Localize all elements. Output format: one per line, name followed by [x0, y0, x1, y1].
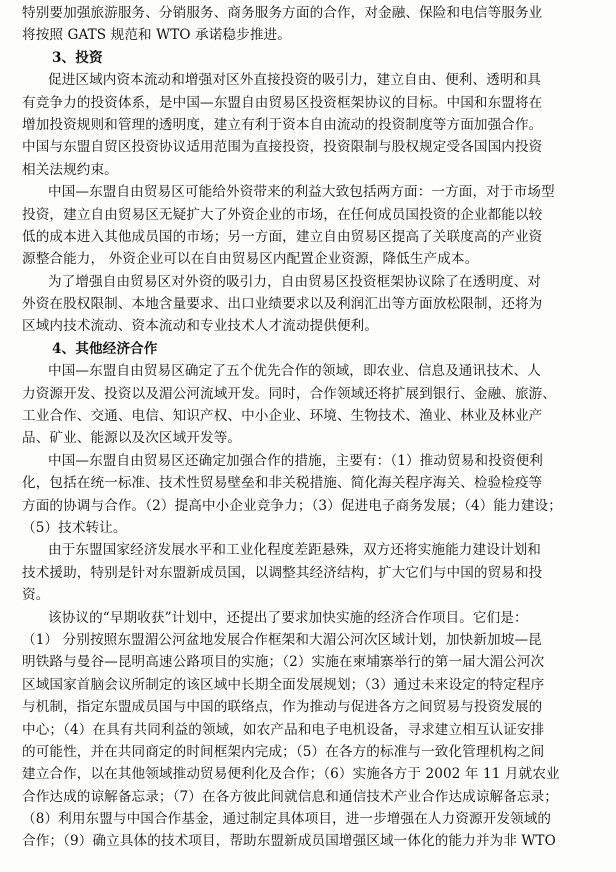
text-line: 相关法规约束。: [22, 161, 118, 178]
text-line: 中国—东盟自由贸易区还确定加强合作的措施，主要有：（1）推动贸易和投资便利: [48, 452, 543, 469]
text-line: 区域内技术流动、资本流动和专业技术人才流动提供便利。: [22, 318, 379, 335]
text-line: 有竞争力的投资体系，是中国—东盟自由贸易区投资框架协议的目标。中国和东盟将在: [22, 94, 543, 111]
text-line: 为了增强自由贸易区对外资的吸引力，自由贸易区投资框架协议除了在透明度、对: [48, 273, 541, 290]
text-line: 增加投资规则和管理的透明度，建立有利于资本自由流动的投资制度等方面加强合作。: [22, 116, 543, 133]
text-line: 外资在股权限制、本地含量要求、出口业绩要求以及利润汇出等方面放松限制，还将为: [22, 296, 543, 313]
text-line: （5）技术转让。: [22, 519, 127, 536]
text-line: 特别要加强旅游服务、分销服务、商务服务方面的合作，对金融、保险和电信等服务业: [22, 5, 543, 21]
text-line: 合作；（9）确立具体的技术项目，帮助东盟新成员国增强区域一体化的能力并为非 WTO: [22, 833, 556, 850]
text-line: 中国—东盟自由贸易区可能给外资带来的利益大致包括两方面：一方面，对于市场型: [48, 184, 555, 201]
text-line: 化，包括在统一标准、技术性贸易壁垒和非关税措施、简化海关程序海关、检验检疫等: [22, 475, 543, 492]
text-line: 合作达成的谅解备忘录；（7）在各方彼此间就信息和通信技术产业合作达成谅解备忘录；: [22, 788, 559, 805]
text-line: 低的成本进入其他成员国的市场；另一方面，建立自由贸易区提高了关联度高的产业资: [22, 228, 543, 245]
text-line: 资。: [22, 587, 50, 604]
text-line: 中心；（4）在具有共同利益的领域，如农产品和电子电机设备，寻求建立相互认证安排: [22, 721, 545, 738]
text-line: 中国与东盟自贸区投资协议适用范围为直接投资，投资限制与股权规定受各国国内投资: [22, 139, 543, 156]
text-line: 技术援助，特别是针对东盟新成员国，以调整其经济结构，扩大它们与中国的贸易和投: [22, 564, 543, 581]
text-line: 投资，建立自由贸易区无疑扩大了外资企业的市场，在任何成员国投资的企业都能以较: [22, 206, 543, 223]
text-line: 促进区域内资本流动和增强对区外直接投资的吸引力，建立自由、便利、透明和具: [48, 72, 541, 89]
text-line: 方面的协调与合作。（2）提高中小企业竞争力；（3）促进电子商务发展；（4）能力建设；: [22, 497, 562, 514]
text-line: 区域国家首脑会议所制定的该区域中长期全面发展规划；（3）通过未来设定的特定程序: [22, 676, 545, 693]
text-line: 品、矿业、能源以及次区域开发等。: [22, 430, 242, 447]
text-line: 的可能性，并在共同商定的时间框架内完成；（5）在各方的标准与一致化管理机构之间: [22, 743, 545, 760]
text-line: 将按照 GATS 规范和 WTO 承诺稳步推进。: [22, 27, 291, 44]
text-line: 明铁路与曼谷—昆明高速公路项目的实施；（2）实施在柬埔寨举行的第一届大湄公河次: [22, 654, 545, 671]
text-line: 由于东盟国家经济发展水平和工业化程度差距悬殊，双方还将实施能力建设计划和: [48, 542, 541, 559]
text-line: 力资源开发、投资以及湄公河流域开发。同时，合作领域还将扩展到银行、金融、旅游、: [22, 385, 557, 402]
text-line: （8）利用东盟与中国合作基金，通过制定具体项目，进一步增强在人力资源开发领域的: [22, 811, 552, 828]
section-heading: 4、其他经济合作: [52, 340, 158, 357]
text-line: 源整合能力， 外资企业可以在自由贸易区内配置企业资源，降低生产成本。: [22, 251, 479, 268]
text-line: 中国—东盟自由贸易区确定了五个优先合作的领域，即农业、信息及通讯技术、人: [48, 363, 541, 380]
section-heading: 3、投资: [52, 49, 103, 66]
text-line: 建立合作，以在其他领域推动贸易便利化及合作；（6）实施各方于 2002 年 11 月就农业: [22, 766, 560, 783]
text-line: 工业合作、交通、电信、知识产权、中小企业、环境、生物技术、渔业、林业及林业产: [22, 408, 543, 425]
text-line: 该协议的“早期收获”计划中，还提出了要求加快实施的经济合作项目。它们是：: [48, 609, 528, 626]
text-line: （1） 分别按照东盟湄公河盆地发展合作框架和大湄公河次区域计划，加快新加坡—昆: [22, 631, 542, 648]
text-line: 与机制，指定东盟成员国与中国的联络点，作为推动与促进各方之间贸易与投资发展的: [22, 699, 543, 716]
